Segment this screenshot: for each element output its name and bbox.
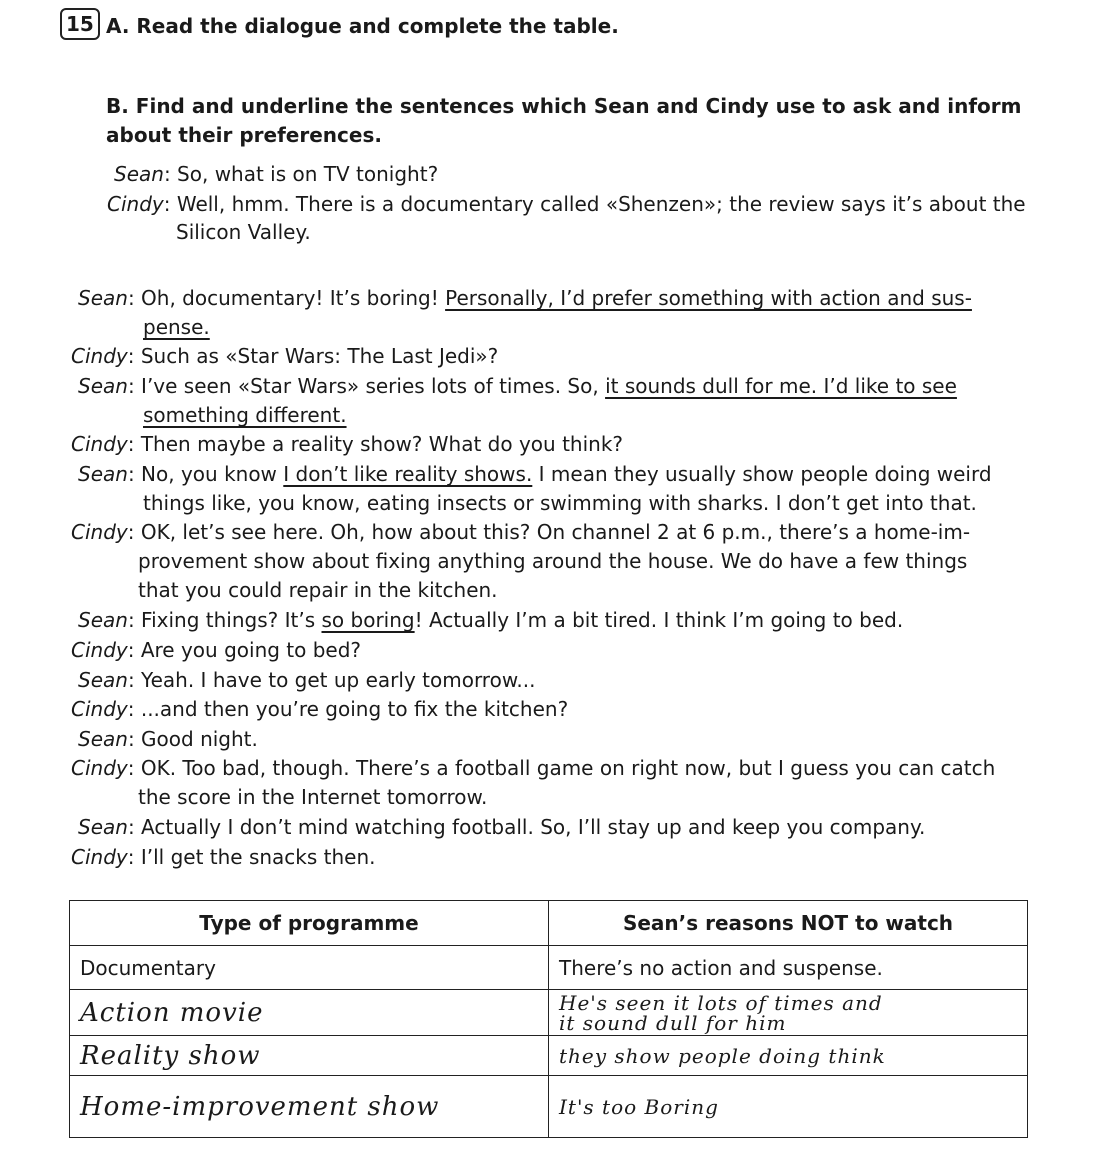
answer-table (69, 900, 1028, 1138)
reason-cell-handwritten: It's too Boring (549, 1076, 1028, 1138)
dialogue-continuation: the score in the Internet tomorrow. (138, 785, 488, 809)
heading-b: B. Find and underline the sentences which Sean and Cindy use to ask and inform about their preferences. (106, 94, 1022, 147)
reason-cell-handwritten: they show people doing think (549, 1036, 1028, 1076)
underlined-preference: Personally, I’d prefer something with action and sus- (445, 286, 972, 310)
exercise-number: 15 (60, 8, 100, 40)
dialogue-line: Cindy: Are you going to bed? (71, 638, 362, 662)
table-row (70, 990, 1028, 1036)
dialogue-continuation: Silicon Valley. (176, 220, 311, 244)
dialogue-line: Sean: So, what is on TV tonight? (114, 162, 439, 186)
dialogue-line: Cindy: OK, let’s see here. Oh, how about this? On channel 2 at 6 p.m., there’s a home-im- (71, 520, 971, 544)
dialogue-line: Sean: Actually I don’t mind watching football. So, I’ll stay up and keep you company. (78, 815, 926, 839)
heading-a: A. Read the dialogue and complete the table. (106, 14, 619, 38)
type-cell: Documentary (70, 946, 549, 990)
reason-cell: There’s no action and suspense. (549, 946, 1028, 990)
dialogue-line: Cindy: Then maybe a reality show? What do you think? (71, 432, 624, 456)
dialogue-line: Sean: Good night. (78, 727, 258, 751)
table-row (70, 1076, 1028, 1138)
dialogue-line: Cindy: Well, hmm. There is a documentary called «Shenzen»; the review says it’s about the (107, 192, 1026, 216)
underlined-preference: I don’t like reality shows. (283, 462, 533, 486)
dialogue-continuation: that you could repair in the kitchen. (138, 578, 498, 602)
header-type: Type of programme (70, 901, 549, 946)
dialogue-line: Sean: No, you know I don’t like reality shows. I mean they usually show people doing weird (78, 462, 992, 486)
dialogue-line: Cindy: ...and then you’re going to fix the kitchen? (71, 697, 569, 721)
type-cell-handwritten: Home-improvement show (70, 1076, 549, 1138)
dialogue-line: Cindy: OK. Too bad, though. There’s a football game on right now, but I guess you can catch (71, 756, 996, 780)
underlined-preference: it sounds dull for me. I’d like to see (605, 374, 957, 398)
dialogue-line: Cindy: Such as «Star Wars: The Last Jedi»? (71, 344, 499, 368)
dialogue-continuation: something different. (143, 403, 347, 427)
table-row (70, 946, 1028, 990)
dialogue-line: Sean: Fixing things? It’s so boring! Actually I’m a bit tired. I think I’m going to bed. (78, 608, 904, 632)
header-reasons: Sean’s reasons NOT to watch (549, 901, 1028, 946)
dialogue-line: Sean: Oh, documentary! It’s boring! Personally, I’d prefer something with action and sus- (78, 286, 972, 310)
reason-cell-handwritten: He's seen it lots of times and it sound dull for him (549, 990, 1028, 1036)
type-cell-handwritten: Action movie (70, 990, 549, 1036)
table-header-row (70, 901, 1028, 946)
underlined-preference: so boring (321, 608, 415, 632)
dialogue-continuation: provement show about fixing anything around the house. We do have a few things (138, 549, 968, 573)
dialogue-line: Sean: Yeah. I have to get up early tomorrow... (78, 668, 536, 692)
type-cell-handwritten: Reality show (70, 1036, 549, 1076)
table-row (70, 1036, 1028, 1076)
dialogue-line: Cindy: I’ll get the snacks then. (71, 845, 376, 869)
dialogue-continuation: things like, you know, eating insects or swimming with sharks. I don’t get into that. (143, 491, 977, 515)
dialogue-continuation: pense. (143, 315, 210, 339)
dialogue-line: Sean: I’ve seen «Star Wars» series lots of times. So, it sounds dull for me. I’d like to see (78, 374, 957, 398)
